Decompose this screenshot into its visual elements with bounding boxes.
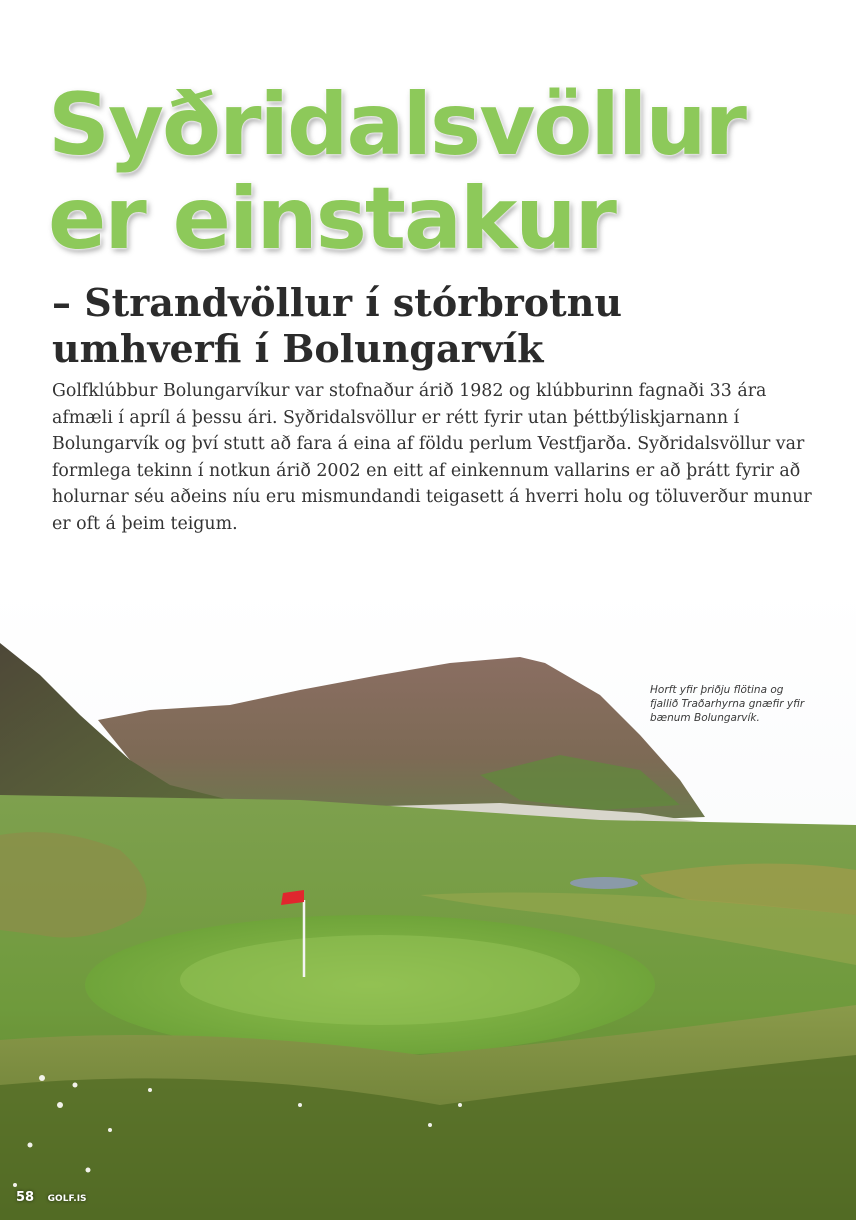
article-subtitle <box>52 280 832 372</box>
golf-course-photo <box>0 585 856 1220</box>
title-line-2: er einstakur <box>48 169 615 269</box>
page-number: 58 <box>16 1190 35 1205</box>
photo-caption: Horft yfir þriðju flötina og fjallið Traðarhyrna gnæfir yfir bænum Bolungarvík. <box>650 684 805 724</box>
intro-paragraph: Golfklúbbur Bolungarvíkur var stofnaður árið 1982 og klúbburinn fagnaði 33 ára afmæli í apríl á þessu ári. Syðridalsvöllur er rétt fyrir utan þéttbýliskjarnann í Bolungarvík og því stutt að fara á eina af földu perlum Vestfjarða. Syðridalsvöllur var formlega tekinn í notkun árið 2002 en eitt af einkennum vallarins er að þrátt fyrir að holurnar séu aðeins níu eru mismundandi teigasett á hverri holu og töluverður munur er oft á þeim teigum. <box>52 381 812 534</box>
title-line-1: Syðridalsvöllur <box>48 75 745 175</box>
subtitle-line-1: – Strandvöllur í stórbrotnu <box>52 280 622 325</box>
subtitle-line-2: umhverfi í Bolungarvík <box>52 326 544 371</box>
page-footer <box>16 1186 87 1205</box>
article-title <box>48 75 848 269</box>
site-name: GOLF.IS <box>47 1194 87 1204</box>
